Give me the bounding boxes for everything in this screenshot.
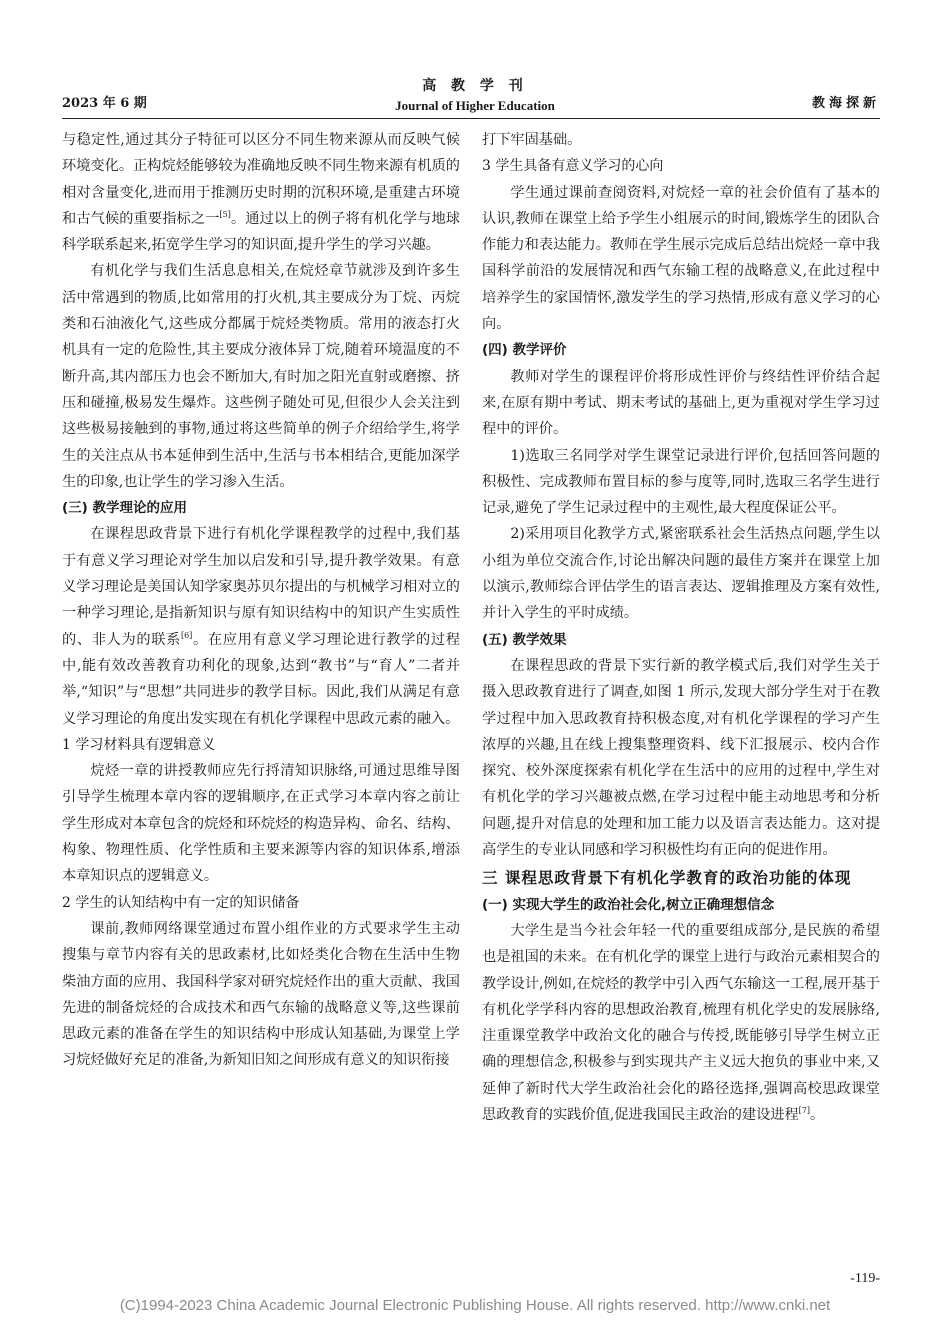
paragraph: 2)采用项目化教学方式,紧密联系社会生活热点问题,学生以小组为单位交流合作,讨论出解决问题的最佳方案并在课堂上加以演示,教师综合评估学生的语言表达、逻辑推理及方案有效性,并计入学生的平时成绩。 — [482, 526, 880, 622]
citation: [5] — [219, 209, 231, 219]
paragraph-text: 。 — [809, 1106, 825, 1123]
paragraph: 1)选取三名同学对学生课堂记录进行评价,包括回答问题的积极性、完成教师布置目标的参与度等,同时,选取三名学生进行记录,避免了学生记录过程中的主观性,最大程度保证公平。 — [482, 447, 880, 517]
citation: [6] — [180, 630, 193, 640]
paragraph-text: 在课程思政背景下进行有机化学课程教学的过程中,我们基于有意义学习理论对学生加以启发和引导,提升教学效果。有意义学习理论是美国认知学家奥苏贝尔提出的与机械学习相对立的一种学习理论,是指新知识与原有知识结构中的知识产生实质性的、非人为的联系 — [62, 526, 460, 648]
journal-title-cn: 高 教 学 刊 — [422, 78, 528, 94]
section-label: 教海探新 — [811, 96, 880, 111]
citation: [7] — [798, 1105, 810, 1115]
subsection-heading: (五) 教学效果 — [482, 631, 567, 648]
right-column — [482, 127, 880, 1128]
left-column — [62, 127, 460, 1074]
issue-label: 2023 年 6 期 — [62, 96, 147, 111]
paragraph: 打下牢固基础。 — [482, 132, 582, 148]
paragraph: 烷烃一章的讲授教师应先行捋清知识脉络,可通过思维导图引导学生梳理本章内容的逻辑顺序,在正式学习本章内容之前让学生形成对本章包含的烷烃和环烷烃的构造异构、命名、结构、构象、物理性质、化学性质和主要来源等内容的知识体系,增添本章知识点的逻辑意义。 — [62, 763, 460, 885]
subsection-heading: (三) 教学理论的应用 — [62, 500, 188, 517]
paragraph-text: 与稳定性,通过其分子特征可以区分不同生物来源从而反映气候环境变化。正构烷烃能够较为准确地反映不同生物来源有机质的相对含量变化,进而用于推测历史时期的沉积环境,是重建古环境和古气候的重要指标之一 — [62, 132, 460, 227]
page-number: -119- — [850, 1271, 880, 1286]
paragraph — [482, 918, 880, 1128]
numbered-heading: 3 学生具备有意义学习的心向 — [482, 158, 664, 175]
copyright-notice: (C)1994-2023 China Academic Journal Electronic Publishing House. All rights reserved. http://www.cnki.net — [119, 1297, 831, 1314]
paragraph — [62, 127, 460, 258]
paragraph: 学生通过课前查阅资料,对烷烃一章的社会价值有了基本的认识,教师在课堂上给予学生小组展示的时间,锻炼学生的团队合作能力和表达能力。教师在学生展示完成后总结出烷烃一章中我国科学前沿的发展情况和西气东输工程的战略意义,在此过程中培养学生的家国情怀,激发学生的学习热情,形成有意义学习的心向。 — [482, 184, 880, 333]
paragraph: 在课程思政的背景下实行新的教学模式后,我们对学生关于摄入思政教育进行了调查,如图 1 所示,发现大部分学生对于在教学过程中加入思政教育持积极态度,对有机化学课程的学习产生浓厚的兴趣,且在线上搜集整理资料、线下汇报展示、校内合作探究、校外深度探索有机化学在生活中的应用的过程中,学生对有机化学的学习兴趣被点燃,在学习过程中能主动地思考和分析问题,提升对信息的处理和加工能力以及语言表达能力。这对提高学生的专业认同感和学习积极性均有正向的促进作用。 — [482, 657, 880, 859]
paragraph: 课前,教师网络课堂通过布置小组作业的方式要求学生主动搜集与章节内容有关的思政素材,比如烃类化合物在生活中生物柴油方面的应用、我国科学家对研究烷烃作出的重大贡献、我国先进的制备烷烃的合成技术和西气东输的战略意义等,这些课前思政元素的准备在学生的知识结构中形成认知基础,为课堂上学习烷烃做好充足的准备,为新知旧知之间形成有意义的知识衔接 — [62, 920, 460, 1069]
paragraph-text: 大学生是当今社会年轻一代的重要组成部分,是民族的希望也是祖国的未来。在有机化学的课堂上进行与政治元素相契合的教学设计,例如,在烷烃的教学中引入西气东输这一工程,展开基于有机化学学科内容的思想政治教育,梳理有机化学史的发展脉络,注重课堂教学中政治文化的融合与传授,既能够引导学生树立正确的理想信念,积极参与到实现共产主义远大抱负的事业中来,又延伸了新时代大学生政治社会化的路径选择,强调高校思政课堂思政教育的实践价值,促进我国民主政治的建设进程 — [482, 922, 880, 1123]
numbered-heading: 2 学生的认知结构中有一定的知识储备 — [62, 894, 300, 911]
section-heading: 三 课程思政背景下有机化学教育的政治功能的体现 — [482, 869, 852, 888]
journal-title-en: Journal of Higher Education — [395, 98, 555, 113]
paragraph — [62, 521, 460, 731]
paragraph: 教师对学生的课程评价将形成性评价与终结性评价结合起来,在原有期中考试、期末考试的基础上,更为重视对学生学习过程中的评价。 — [482, 368, 880, 438]
subsection-heading: (一) 实现大学生的政治社会化,树立正确理想信念 — [482, 896, 775, 913]
subsection-heading: (四) 教学评价 — [482, 342, 567, 359]
paragraph-text: 。通过以上的例子将有机化学与地球科学联系起来,拓宽学生学习的知识面,提升学生的学习兴趣。 — [62, 210, 460, 254]
numbered-heading: 1 学习材料具有逻辑意义 — [62, 736, 216, 753]
paragraph-text: 。在应用有意义学习理论进行教学的过程中,能有效改善教育功利化的现象,达到“教书”与“育人”二者并举,“知识”与“思想”共同进步的教学目标。因此,我们从满足有意义学习理论的角度出发实现在有机化学课程中思政元素的融入。 — [62, 631, 460, 727]
header-divider — [62, 118, 880, 119]
paragraph: 有机化学与我们生活息息相关,在烷烃章节就涉及到许多生活中常遇到的物质,比如常用的打火机,其主要成分为丁烷、丙烷类和石油液化气,这些成分都属于烷烃类物质。常用的液态打火机具有一定的危险性,其主要成分液体异丁烷,随着环境温度的不断升高,其内部压力也会不断加大,有时加之阳光直射或磨擦、挤压和碰撞,极易发生爆炸。这些例子随处可见,但很少人会关注到这些极易接触到的事物,通过将这些简单的例子介绍给学生,将学生的关注点从书本延伸到生活中,生活与书本相结合,更能加深学生的印象,也让学生的学习渗入生活。 — [62, 263, 460, 490]
